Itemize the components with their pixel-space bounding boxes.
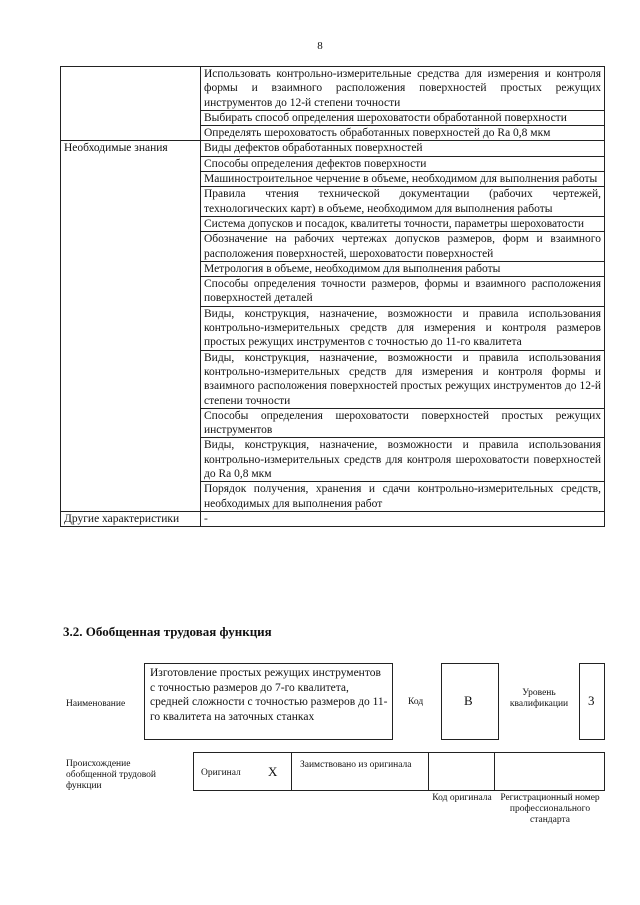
table-cell: Определять шероховатость обработанных поверхностей до Ra 0,8 мкм [201, 126, 605, 141]
table-cell: Виды, конструкция, назначение, возможности и правила использования контрольно-измерительных средств для контроля шероховатости поверхностей до Ra 0,8 мкм [201, 438, 605, 482]
row-label: Другие характеристики [61, 511, 201, 526]
origin-divider [494, 752, 495, 791]
table-row [61, 67, 605, 111]
code-label: Код [408, 697, 424, 707]
table-cell: Использовать контрольно-измерительные средства для измерения и контроля формы и взаимного расположения поверхностей простых режущих инструментов до 12-й степени точности [201, 67, 605, 111]
level-label: Уровень квалификации [509, 688, 569, 709]
table-row [61, 511, 605, 526]
table-cell: Способы определения дефектов поверхности [201, 156, 605, 171]
level-value: 3 [588, 693, 595, 708]
table-cell: - [201, 511, 605, 526]
row-label [61, 67, 201, 141]
code-original-label: Код оригинала [432, 793, 492, 803]
original-label: Оригинал [201, 768, 241, 778]
name-label: Наименование [66, 699, 126, 709]
row-label: Необходимые знания [61, 141, 201, 511]
table-cell: Выбирать способ определения шероховатости обработанной поверхности [201, 110, 605, 125]
page-number: 8 [317, 40, 323, 52]
table-cell: Обозначение на рабочих чертежах допусков размеров, форм и взаимного расположения поверхностей, шероховатости поверхностей [201, 232, 605, 262]
table-cell: Виды, конструкция, назначение, возможности и правила использования контрольно-измерительных средств для измерения и контроля формы и взаимного расположения поверхностей простых режущих инструментов до 12-й степени точности [201, 350, 605, 408]
code-value: B [464, 693, 473, 708]
table-cell: Метрология в объеме, необходимом для выполнения работы [201, 261, 605, 276]
origin-divider [291, 752, 292, 791]
borrowed-label: Заимствовано из оригинала [300, 760, 412, 770]
table-cell: Правила чтения технической документации (рабочих чертежей, технологических карт) в объеме, необходимом для выполнения работы [201, 187, 605, 217]
knowledge-skills-table [60, 66, 605, 527]
original-mark: X [268, 764, 278, 779]
table-cell: Виды, конструкция, назначение, возможности и правила использования контрольно-измерительных средств для измерения и контроля размеров простых режущих инструментов с точностью до 11-го квалитета [201, 306, 605, 350]
section-title: 3.2. Обобщенная трудовая функция [63, 624, 272, 639]
name-value: Изготовление простых режущих инструментов с точностью размеров до 7-го квалитета, средней сложности с точностью размеров до 11-го квалитета на заточных станках [150, 667, 388, 723]
reg-number-label: Регистрационный номер профессионального стандарта [500, 793, 600, 825]
table-cell: Способы определения шероховатости поверхностей простых режущих инструментов [201, 408, 605, 438]
table-cell: Система допусков и посадок, квалитеты точности, параметры шероховатости [201, 216, 605, 231]
origin-label: Происхождение обобщенной трудовой функции [66, 759, 156, 791]
origin-divider [428, 752, 429, 791]
table-cell: Порядок получения, хранения и сдачи контрольно-измерительных средств, необходимых для выполнения работ [201, 482, 605, 512]
table-cell: Машиностроительное черчение в объеме, необходимом для выполнения работы [201, 172, 605, 187]
origin-box [193, 752, 605, 791]
table-row [61, 141, 605, 156]
table-cell: Виды дефектов обработанных поверхностей [201, 141, 605, 156]
table-cell: Способы определения точности размеров, формы и взаимного расположения поверхностей деталей [201, 277, 605, 307]
